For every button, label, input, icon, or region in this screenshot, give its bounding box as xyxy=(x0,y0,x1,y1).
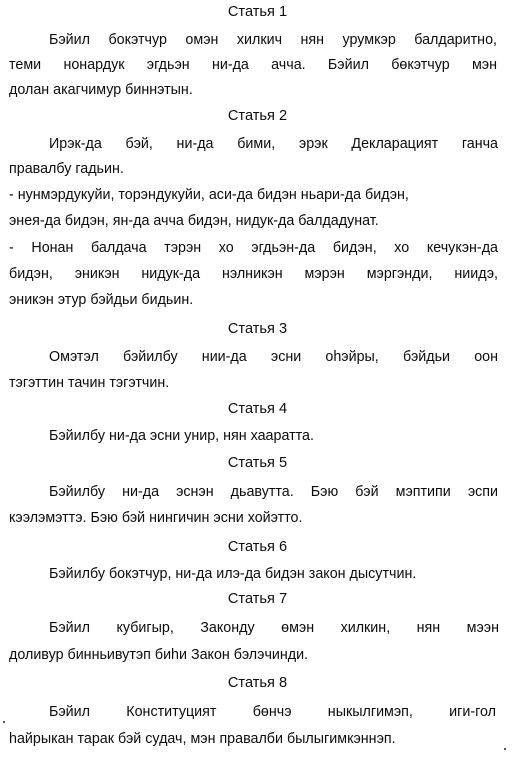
article-6-line-1: Бэйилбу бокэтчур, ни-да илэ-да бидэн закон дысутчин. xyxy=(49,566,417,582)
article-2-line-3: - нунмэрдукуйи, торэндукуйи, аси-да бидэн ньари-да бидэн, xyxy=(9,187,409,203)
article-2-title: Статья 2 xyxy=(227,108,288,124)
article-1-line-1: Бэйил бокэтчур омэн хилкич нян урумкэр балдаритно, xyxy=(49,32,497,48)
scan-speck xyxy=(504,748,506,750)
article-4-line-1: Бэйилбу ни-да эсни унир, нян хааратта. xyxy=(49,428,314,444)
article-8-line-1: Бэйил Конституцият бөнчэ ныкылгимэп, иги-гол xyxy=(49,704,496,720)
article-3-line-2: тэгэттин тачин тэгэтчин. xyxy=(9,375,170,391)
article-2-line-5: - Нонан балдача тэрэн хо эгдьэн-да бидэн, хо кечукэн-да xyxy=(9,240,498,256)
article-3-title: Статья 3 xyxy=(227,321,288,337)
article-7-title: Статья 7 xyxy=(227,591,288,607)
article-5-line-2: кээлэмэттэ. Бэю бэй нингичин эсни хойэтто. xyxy=(9,510,303,526)
article-1-title: Статья 1 xyxy=(227,4,288,20)
article-8-line-2: hайрыкан тарак бэй судач, мэн правалби былыгимкэннэп. xyxy=(9,731,396,747)
article-2-line-1: Ирэк-да бэй, ни-да бими, эрэк Декларацият ганча xyxy=(49,136,498,152)
article-1-line-2: теми нонардук эгдьэн ни-да аччa. Бэйил бөкэтчур мэн xyxy=(9,57,497,73)
article-4-title: Статья 4 xyxy=(227,401,288,417)
article-7-line-1: Бэйил кубигыр, Законду өмэн хилкин, нян мээн xyxy=(49,620,499,636)
article-1-line-3: долан акагчимур биннэтын. xyxy=(9,82,193,98)
article-2-line-7: эникэн этур бэйдьи бидьин. xyxy=(9,292,194,308)
article-7-line-2: доливур бинньивутэп биhи Закон бэлэчинди. xyxy=(9,647,309,663)
article-6-title: Статья 6 xyxy=(227,539,288,555)
article-3-line-1: Омэтэл бэйилбу нии-да эсни оhэйры, бэйдьи оон xyxy=(49,349,498,365)
article-2-line-2: правалбу гадьин. xyxy=(9,161,124,177)
article-5-title: Статья 5 xyxy=(227,455,288,471)
scan-speck xyxy=(3,721,5,723)
article-5-line-1: Бэйилбу ни-да эснэн дьавутта. Бэю бэй мэптипи эспи xyxy=(49,484,498,500)
article-2-line-6: бидэн, эникэн нидук-да нэлникэн мэрэн мэргэнди, ниидэ, xyxy=(9,266,498,282)
article-8-title: Статья 8 xyxy=(227,675,288,691)
article-2-line-4: энея-да бидэн, ян-да аччa бидэн, нидук-да балдадунат. xyxy=(9,213,379,229)
